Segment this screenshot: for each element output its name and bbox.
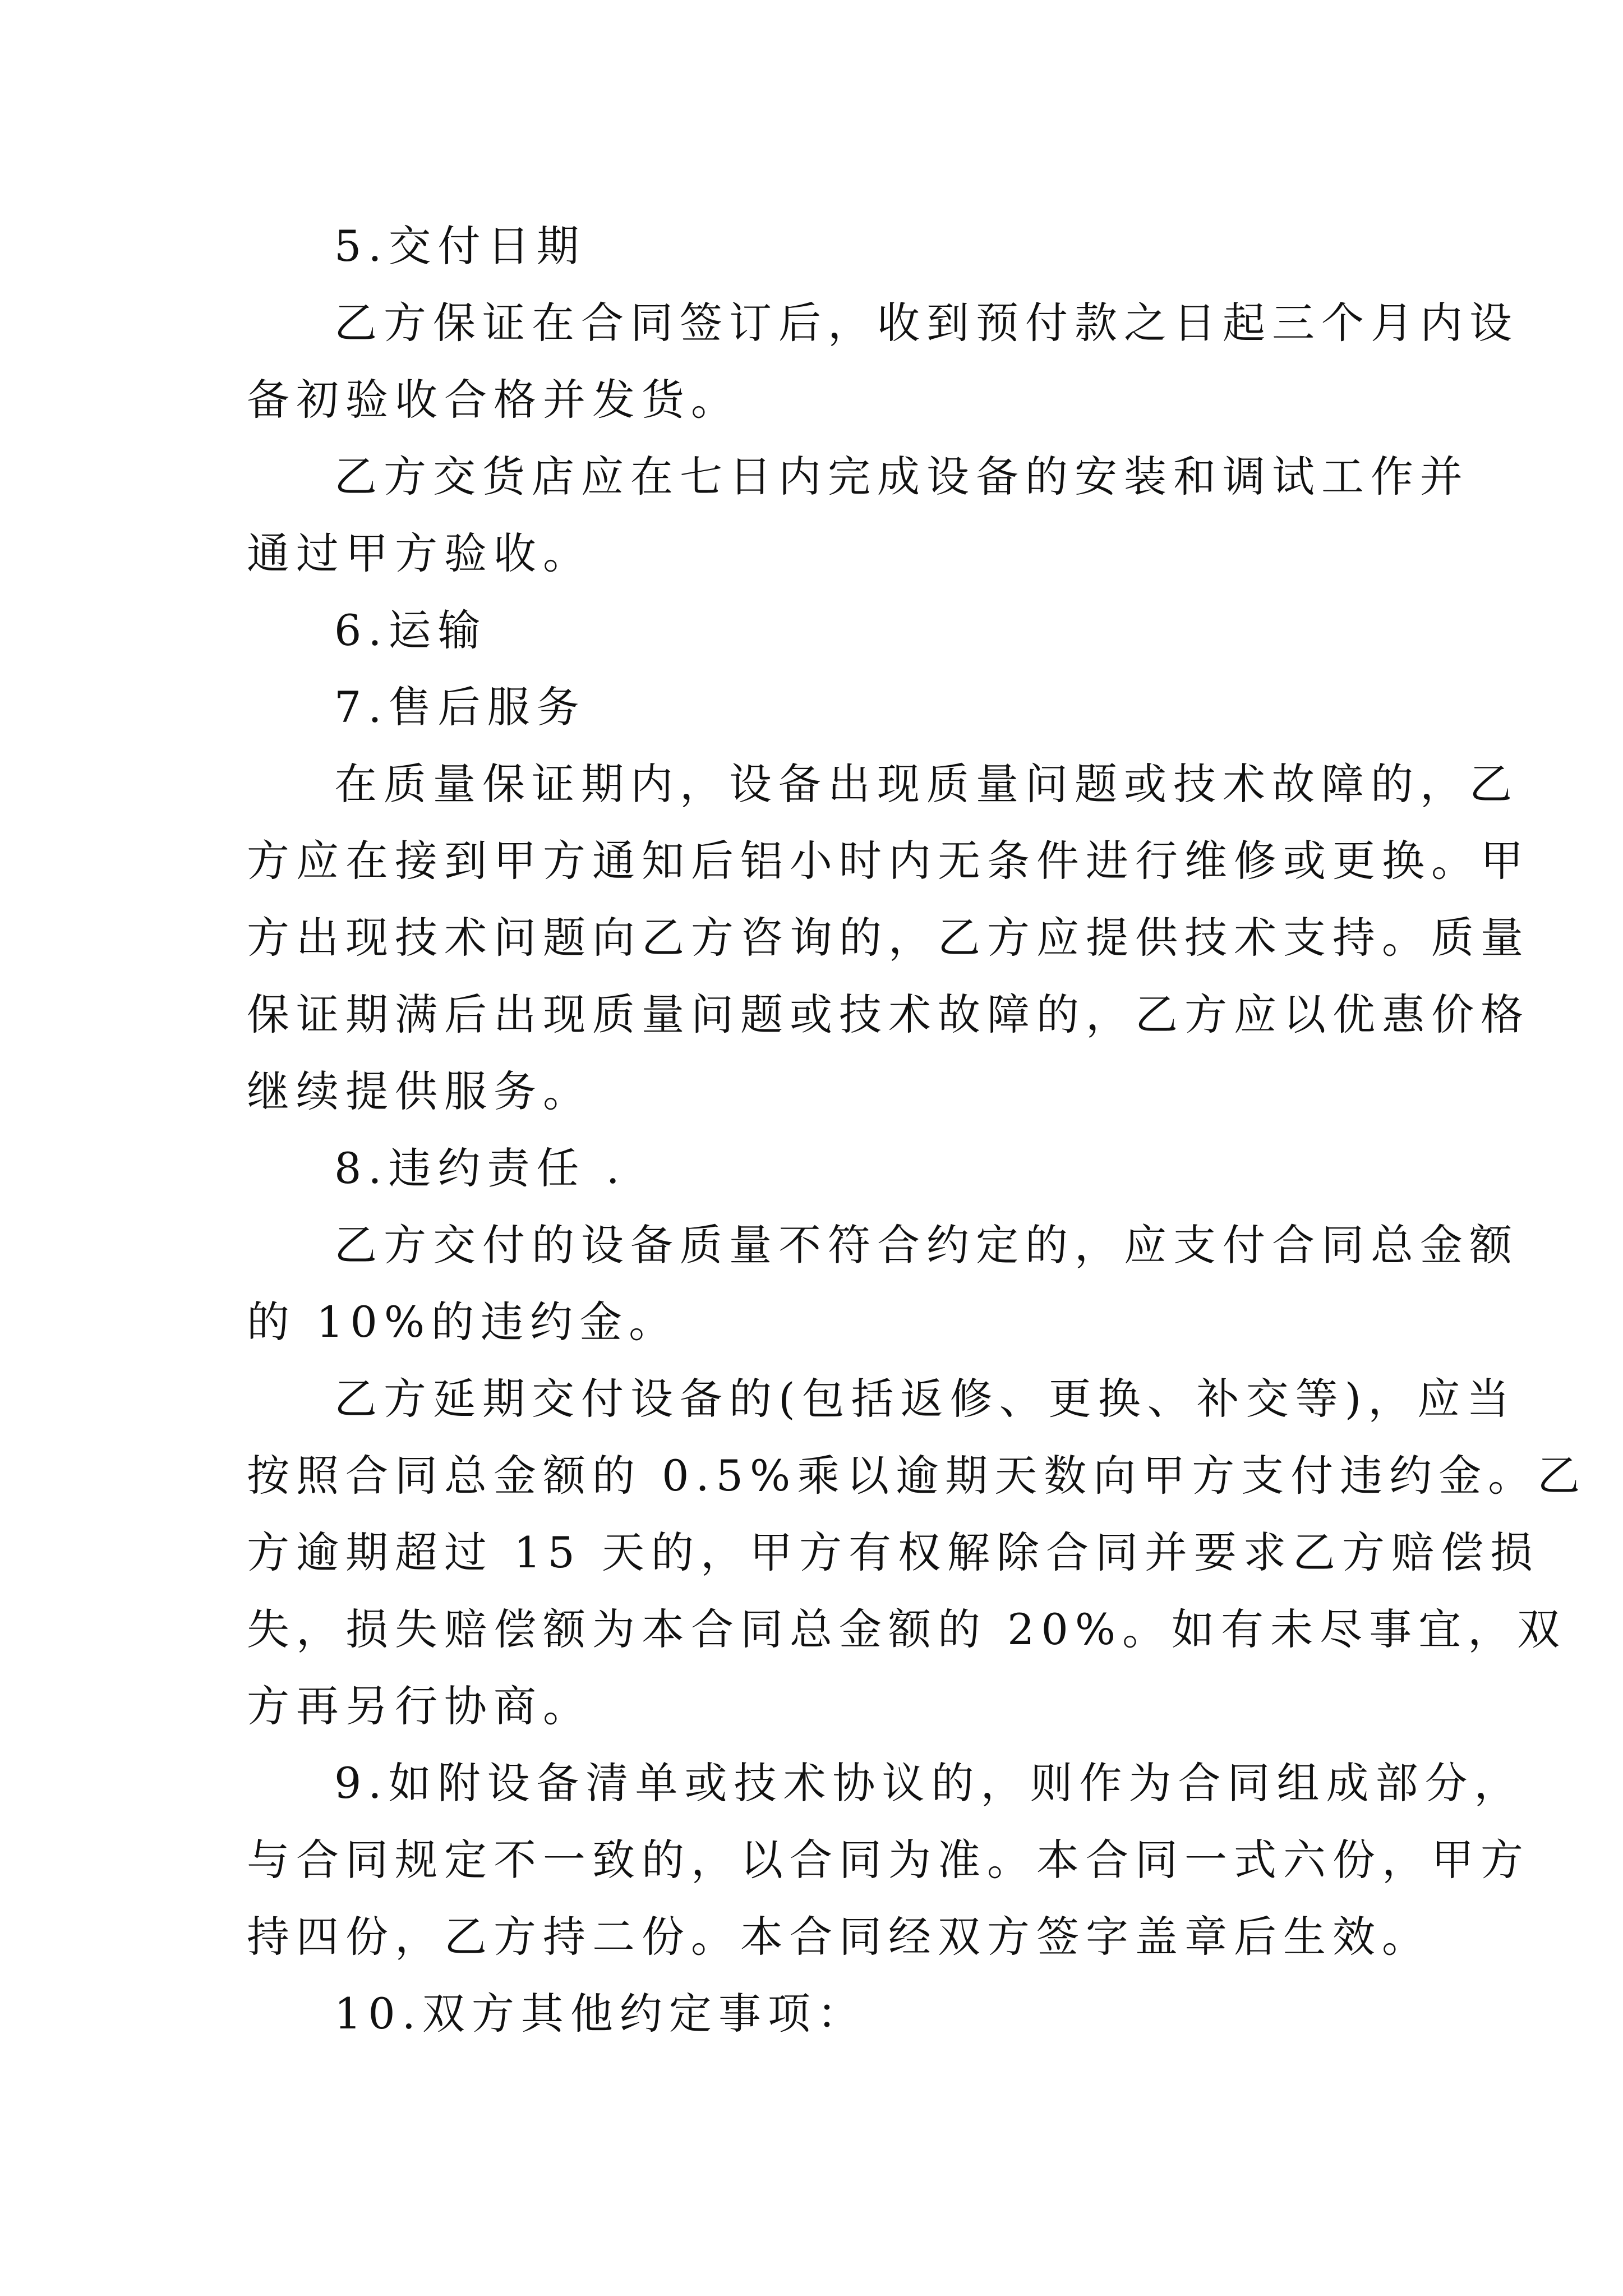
text-line: 通过甲方验收。 (247, 528, 592, 578)
text-line: 5.交付日期 (334, 221, 586, 271)
text-line: 方出现技术问题向乙方咨询的，乙方应提供技术支持。质量 (247, 913, 1530, 963)
text-line: 9.如附设备清单或技术协议的，则作为合同组成部分， (334, 1758, 1524, 1808)
text-line: 持四份，乙方持二份。本合同经双方签字盖章后生效。 (247, 1912, 1431, 1962)
text-line: 乙方延期交付设备的(包括返修、更换、补交等)，应当 (334, 1374, 1516, 1424)
text-line: 保证期满后出现质量问题或技术故障的，乙方应以优惠价格 (247, 990, 1530, 1039)
text-line: 乙方保证在合同签订后，收到预付款之日起三个月内设 (334, 298, 1519, 348)
text-line: 失，损失赔偿额为本合同总金额的 20%。如有未尽事宜，双 (247, 1604, 1567, 1654)
text-line: 备初验收合格并发货。 (247, 375, 740, 425)
text-line: 在质量保证期内，设备出现质量问题或技术故障的，乙 (334, 759, 1519, 809)
text-line: 继续提供服务。 (247, 1066, 592, 1116)
text-line: 8.违约责任 . (334, 1143, 626, 1193)
text-line: 与合同规定不一致的，以合同为准。本合同一式六份，甲方 (247, 1835, 1530, 1885)
text-line: 方逾期超过 15 天的，甲方有权解除合同并要求乙方赔偿损 (247, 1527, 1540, 1577)
text-line: 10.双方其他约定事项： (334, 1989, 866, 2039)
text-line: 的 10%的违约金。 (247, 1297, 679, 1347)
text-line: 乙方交货店应在七日内完成设备的安装和调试工作并 (334, 452, 1469, 501)
text-line: 6.运输 (334, 605, 487, 655)
text-line: 乙方交付的设备质量不符合约定的，应支付合同总金额 (334, 1220, 1519, 1270)
text-line: 方再另行协商。 (247, 1681, 592, 1731)
text-line: 按照合同总金额的 0.5%乘以逾期天数向甲方支付违约金。乙 (247, 1451, 1587, 1501)
text-line: 7.售后服务 (334, 682, 586, 732)
document-body (247, 208, 1587, 2052)
text-line: 方应在接到甲方通知后铝小时内无条件进行维修或更换。甲 (247, 836, 1530, 886)
